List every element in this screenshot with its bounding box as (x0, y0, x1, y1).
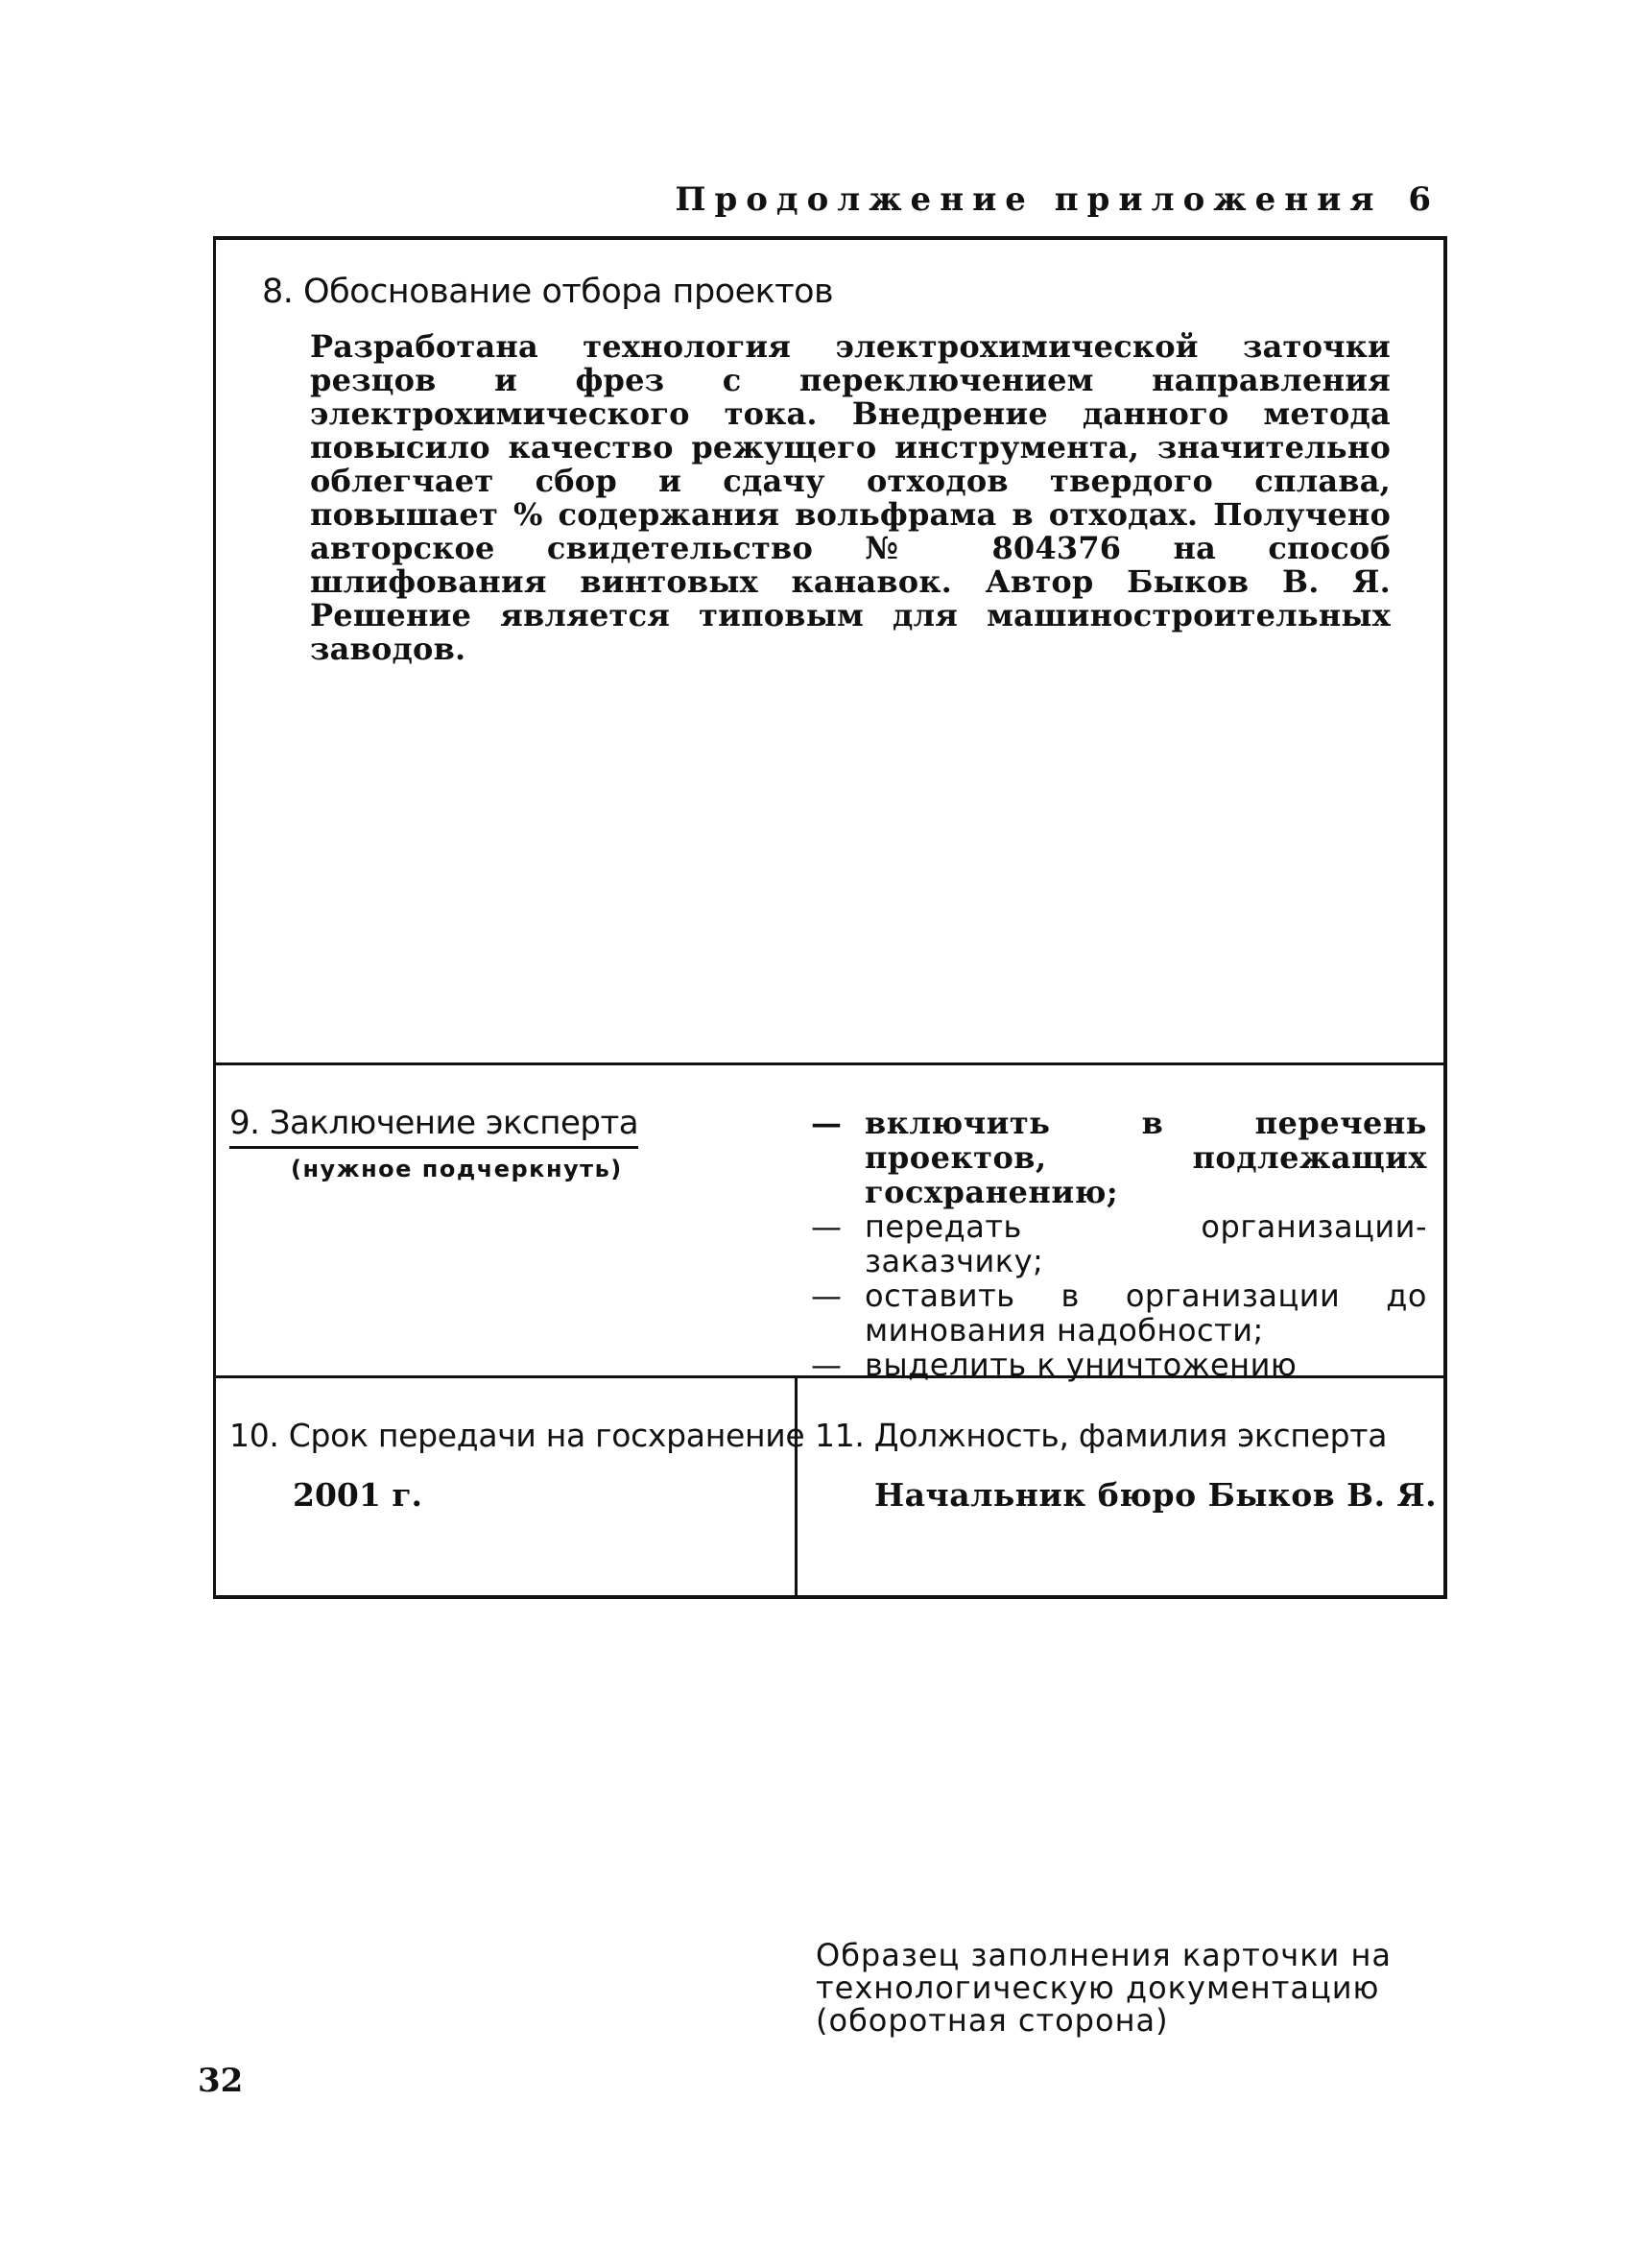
section-expert-conclusion (216, 1065, 1443, 1383)
section-expert-name (798, 1378, 1446, 1599)
section-11-title: 11. Должность, фамилия эксперта (815, 1417, 1388, 1454)
section-8-title: 8. Обоснование отбора проектов (262, 273, 834, 311)
section-project-selection-rationale (216, 240, 1443, 1065)
conclusion-option-text: передать организации-заказчику; (865, 1208, 1427, 1279)
section-10-title: 10. Срок передачи на госхранение (229, 1417, 805, 1454)
conclusion-option-text: включить в перечень проектов, подлежащих госхранению; (865, 1105, 1427, 1210)
section-transfer-deadline (216, 1378, 805, 1599)
page-number: 32 (198, 2062, 244, 2100)
page-header (675, 180, 1431, 219)
section-8-text: Разработана технология электрохимической заточки резцов и фрез с переключением направления электрохимического тока. Внедрение данного метода повысило качество режущего инструмента, значительно облегчает сбор и сдачу отходов твердого сплава, повышает % содержания вольфрама в отходах. Получено авторское свидетельство № 804376 на способ шлифования винтовых канавок. Автор Быков В. Я. Решение является типовым для машиностроительных заводов. (310, 328, 1391, 667)
section-9-title: 9. Заключение эксперта (229, 1104, 638, 1149)
conclusion-option (811, 1106, 1427, 1209)
conclusion-option (811, 1209, 1427, 1278)
dash-marker: — (811, 1208, 843, 1245)
expert-card-form (213, 236, 1447, 1599)
caption-line: Образец заполнения карточки на (816, 1937, 1393, 1973)
conclusion-options-list (811, 1106, 1427, 1382)
caption-line: технологическую документацию (816, 1970, 1380, 2006)
header-title: Продолжение приложения (675, 180, 1383, 219)
section-10-value: 2001 г. (293, 1476, 423, 1514)
section-11-value: Начальник бюро Быков В. Я. (874, 1476, 1438, 1514)
dash-marker: — (811, 1105, 843, 1141)
appendix-number: 6 (1408, 180, 1431, 219)
caption-line: (оборотная сторона) (816, 2002, 1169, 2039)
dash-marker: — (811, 1347, 843, 1383)
section-9-note: (нужное подчеркнуть) (291, 1156, 623, 1182)
conclusion-option (811, 1278, 1427, 1348)
dash-marker: — (811, 1277, 843, 1314)
figure-caption (816, 1939, 1392, 2037)
conclusion-option-text: выделить к уничтожению (865, 1347, 1298, 1383)
conclusion-option (811, 1348, 1427, 1382)
conclusion-option-text: оставить в организации до минования надобности; (865, 1277, 1427, 1349)
